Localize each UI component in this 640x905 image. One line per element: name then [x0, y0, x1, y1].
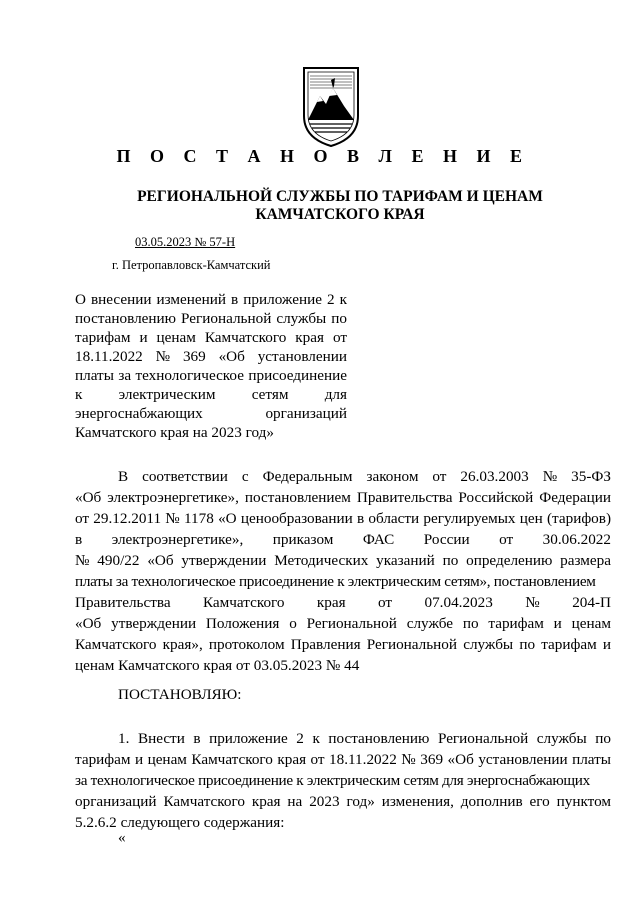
basis-line: В соответствии с Федеральным законом от 26.03.2003 № 35-ФЗ	[118, 468, 611, 485]
basis-line: платы за технологическое присоединение к электрическим сетям», постановлением	[75, 573, 596, 590]
subject-line: О внесении изменений в приложение 2 к	[75, 291, 347, 308]
basis-line: «Об электроэнергетике», постановлением Правительства Российской Федерации	[75, 489, 611, 506]
clause-1	[75, 728, 611, 833]
subject-line: 18.11.2022 № 369 «Об установлении	[75, 348, 347, 365]
authority-line-1: РЕГИОНАЛЬНОЙ СЛУЖБЫ ПО ТАРИФАМ И ЦЕНАМ	[137, 188, 543, 205]
basis-line: от 29.12.2011 № 1178 «О ценообразовании в области регулируемых цен (тарифов)	[75, 510, 611, 527]
clause-line: за технологическое присоединение к электрическим сетям для энергоснабжающих	[75, 772, 590, 789]
subject-line: платы за технологическое присоединение	[75, 367, 347, 384]
resolve-heading: ПОСТАНОВЛЯЮ:	[118, 686, 242, 703]
subject-line: Камчатского края на 2023 год»	[75, 424, 274, 441]
document-type-title: П О С Т А Н О В Л Е Н И Е	[116, 146, 530, 166]
document-date-number: 03.05.2023 № 57-Н	[135, 235, 236, 249]
basis-line: Правительства Камчатского края от 07.04.2023 № 204-П	[75, 594, 611, 611]
legal-basis-paragraph	[75, 466, 611, 676]
subject-line: тарифам и ценам Камчатского края от	[75, 329, 347, 346]
clause-line: тарифам и ценам Камчатского края от 18.11.2022 № 369 «Об установлении платы	[75, 751, 611, 768]
basis-line: Камчатского края», протоколом Правления Региональной службы по тарифам и	[75, 636, 611, 653]
basis-line: № 490/22 «Об утверждении Методических указаний по определению размера	[75, 552, 611, 569]
basis-line: ценам Камчатского края от 03.05.2023 № 44	[75, 657, 360, 674]
basis-line: «Об утверждении Положения о Региональной службе по тарифам и ценам	[75, 615, 611, 632]
clause-line: 1. Внести в приложение 2 к постановлению Региональной службы по	[118, 730, 611, 747]
clause-line: организаций Камчатского края на 2023 год» изменения, дополнив его пунктом	[75, 793, 611, 810]
clause-line: 5.2.6.2 следующего содержания:	[75, 814, 285, 831]
subject-line: энергоснабжающих организаций	[75, 405, 347, 422]
issuing-authority	[120, 188, 560, 224]
document-subject	[75, 290, 347, 442]
authority-line-2: КАМЧАТСКОГО КРАЯ	[255, 206, 425, 223]
basis-line: в электроэнергетике», приказом ФАС России от 30.06.2022	[75, 531, 611, 548]
document-city: г. Петропавловск-Камчатский	[112, 258, 271, 272]
subject-line: к электрическим сетям для	[75, 386, 347, 403]
opening-quote: «	[118, 829, 126, 846]
subject-line: постановлению Региональной службы по	[75, 310, 347, 327]
kamchatka-coat-of-arms-icon	[300, 64, 362, 148]
